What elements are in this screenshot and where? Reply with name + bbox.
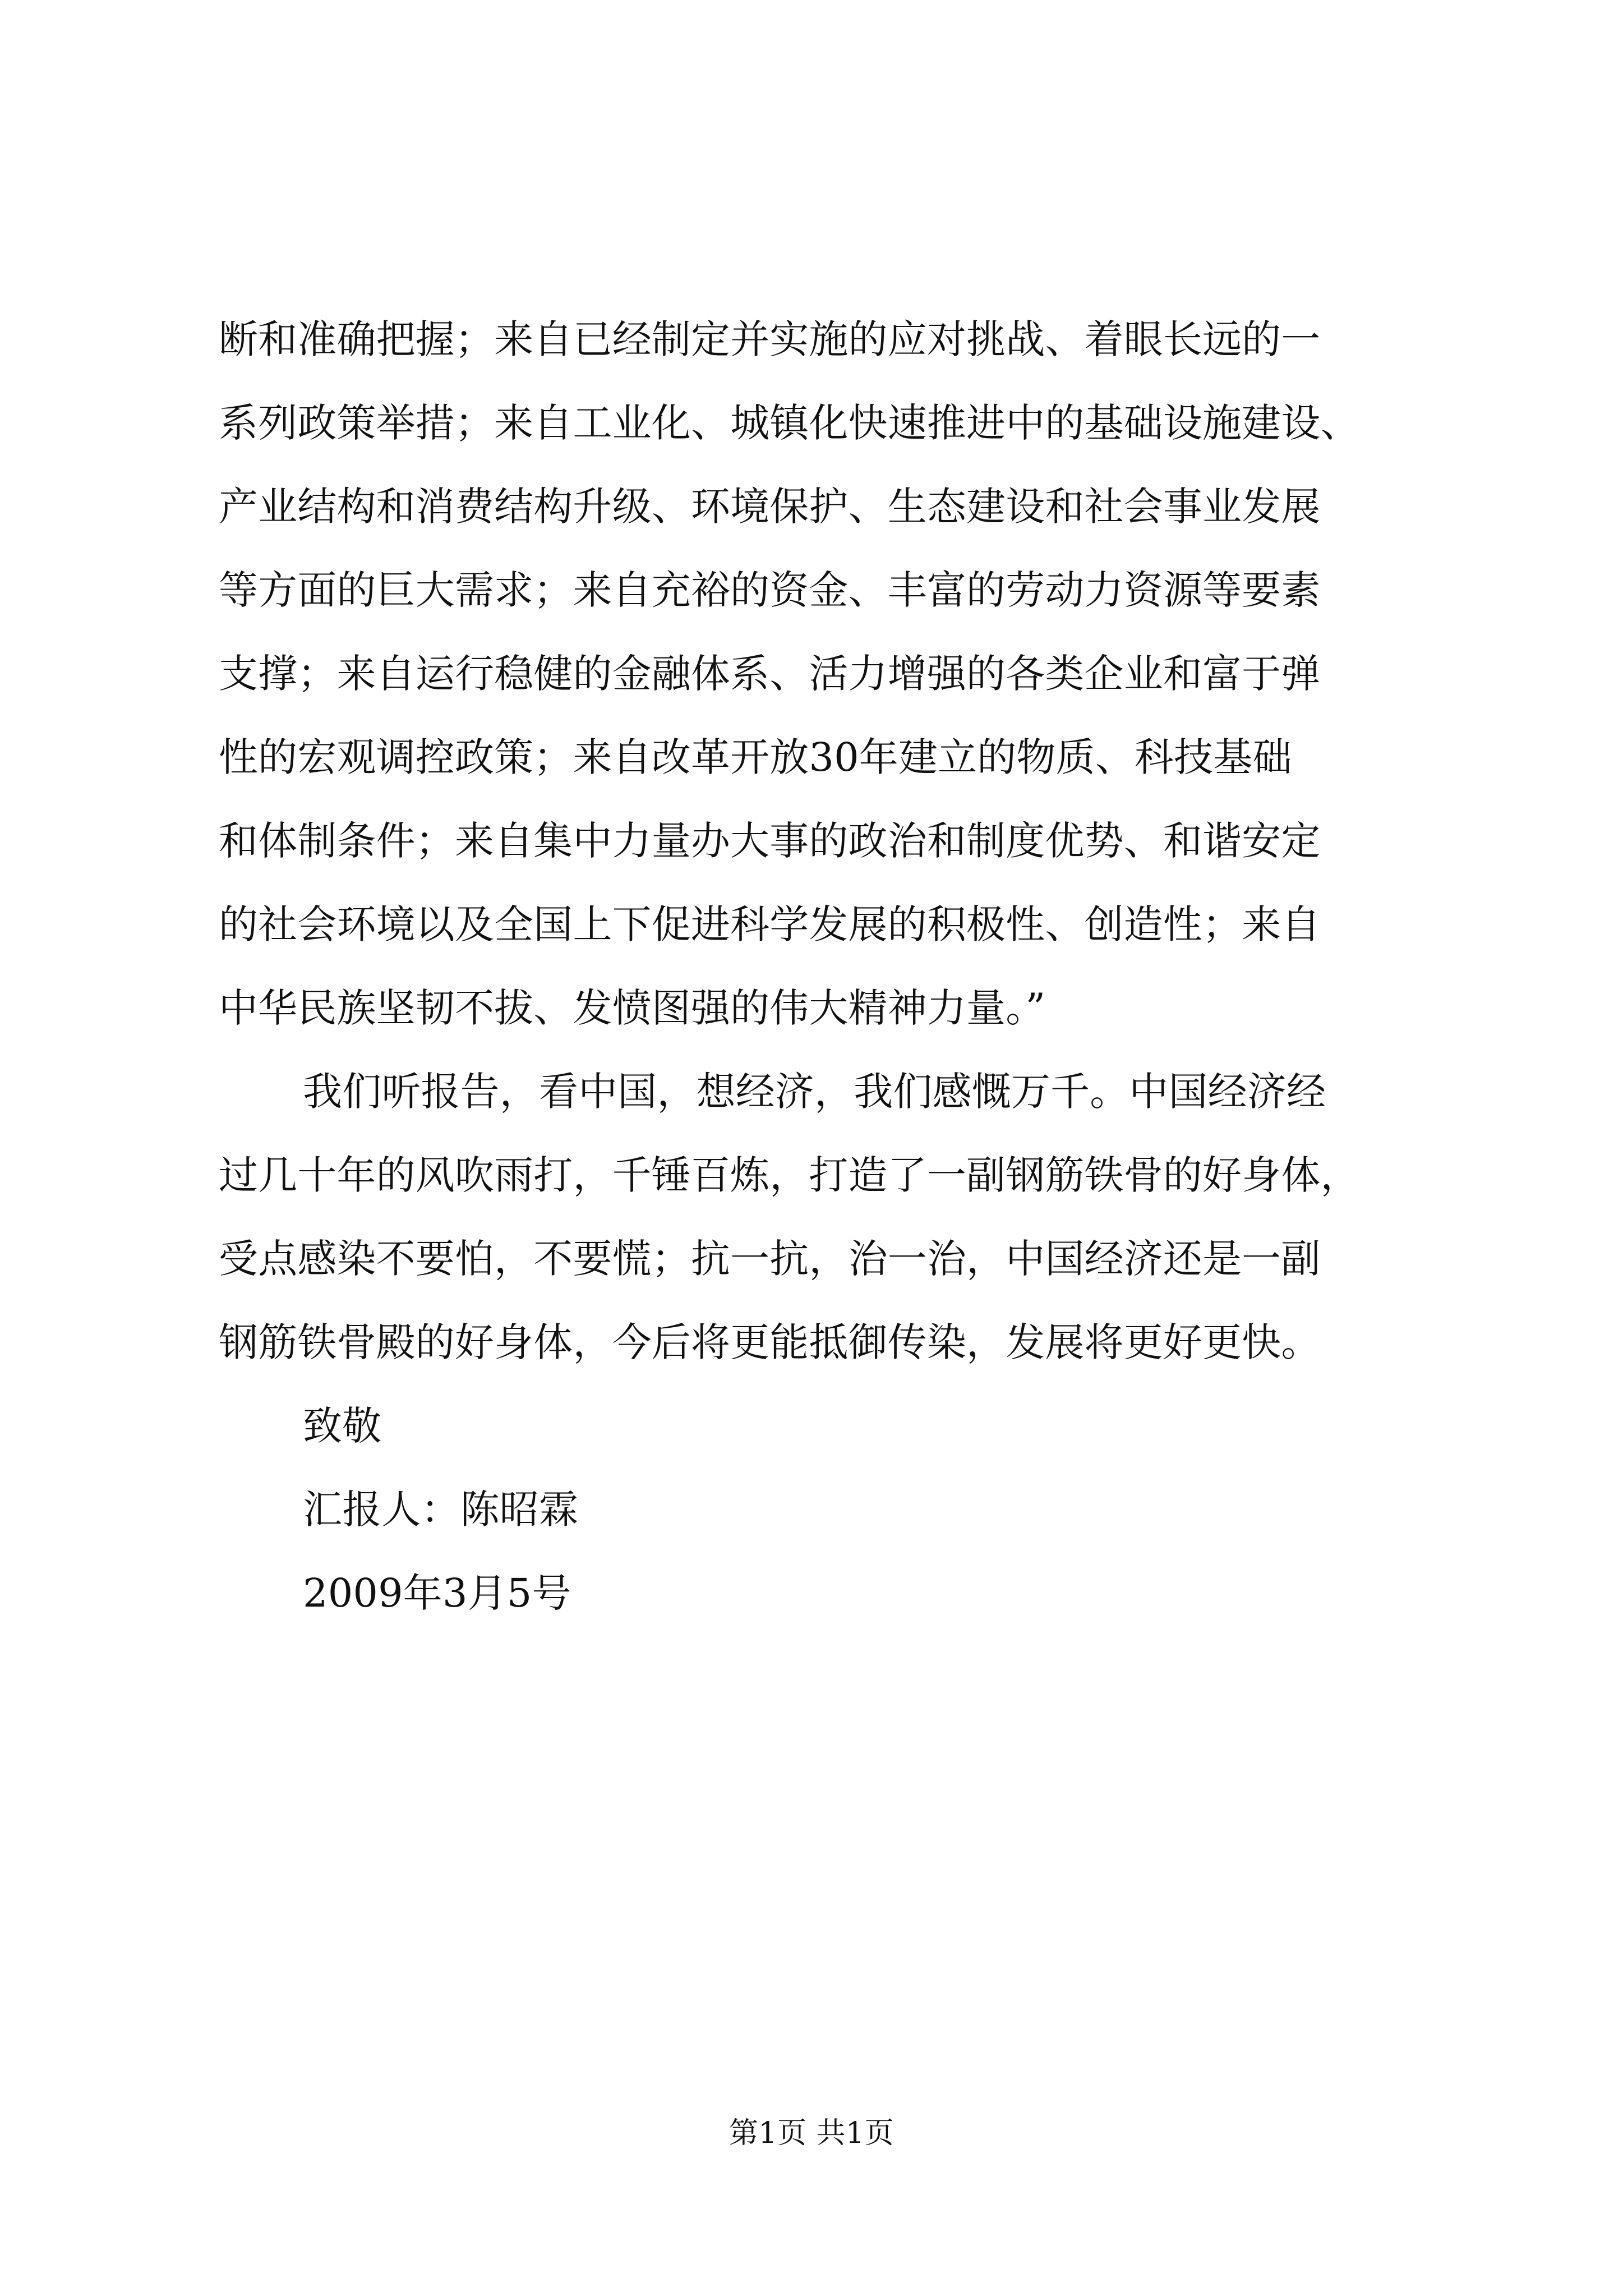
reporter-line: 汇报人：陈昭霖 [303, 1486, 579, 1533]
paragraph-line: 性的宏观调控政策；来自改革开放30年建立的物质、科技基础 [219, 734, 1292, 780]
closing-line: 致敬 [303, 1402, 382, 1449]
paragraph-line: 我们听报告，看中国，想经济，我们感慨万千。中国经济经 [303, 1068, 1326, 1115]
paragraph-line: 产业结构和消费结构升级、环境保护、生态建设和社会事业发展 [219, 483, 1321, 530]
paragraph-line: 断和准确把握；来自已经制定并实施的应对挑战、着眼长远的一 [219, 316, 1321, 362]
paragraph-line: 支撑；来自运行稳健的金融体系、活力增强的各类企业和富于弹 [219, 650, 1321, 697]
paragraph-line: 过几十年的风吹雨打，千锤百炼，打造了一副钢筋铁骨的好身体， [219, 1152, 1360, 1198]
page-footer: 第1页 共1页 [728, 2116, 895, 2150]
paragraph-line: 钢筋铁骨殿的好身体，今后将更能抵御传染，发展将更好更快。 [219, 1319, 1321, 1365]
paragraph-line: 受点感染不要怕，不要慌；抗一抗，治一治，中国经济还是一副 [219, 1235, 1321, 1282]
date-line: 2009年3月5号 [303, 1570, 571, 1616]
paragraph-line: 等方面的巨大需求；来自充裕的资金、丰富的劳动力资源等要素 [219, 567, 1321, 613]
paragraph-line: 的社会环境以及全国上下促进科学发展的积极性、创造性；来自 [219, 901, 1321, 947]
document-body [219, 297, 1408, 1635]
paragraph-line: 中华民族坚韧不拔、发愤图强的伟大精神力量。” [219, 984, 1046, 1031]
paragraph-line: 和体制条件；来自集中力量办大事的政治和制度优势、和谐安定 [219, 817, 1321, 864]
paragraph-line: 系列政策举措；来自工业化、城镇化快速推进中的基础设施建设、 [219, 399, 1360, 446]
